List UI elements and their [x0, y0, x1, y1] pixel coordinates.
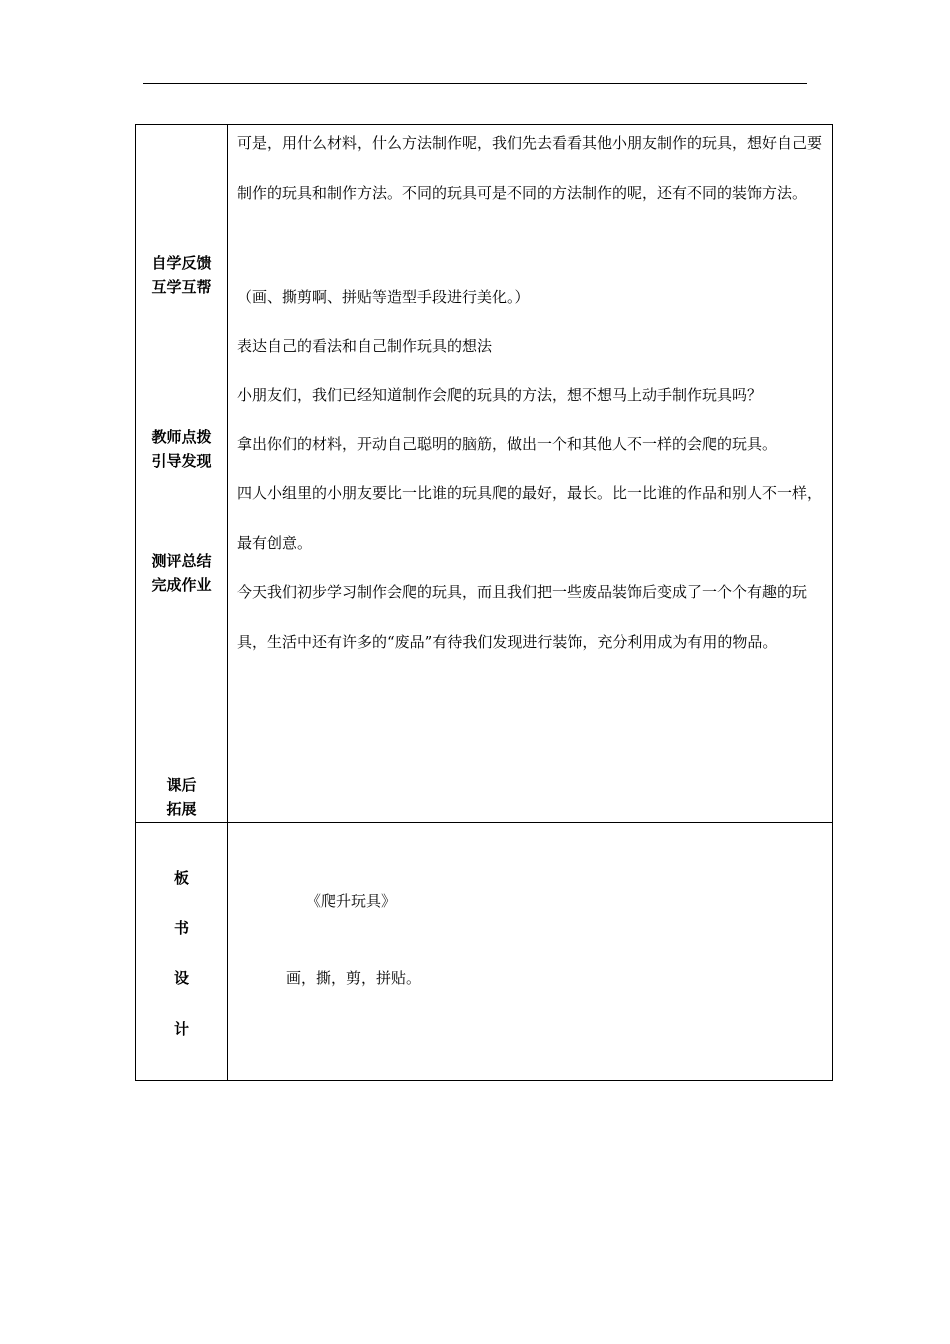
label-extension: [136, 773, 227, 821]
label-line: 引导发现: [151, 452, 212, 470]
label-teacher-guidance: [136, 425, 227, 473]
label-self-study: [136, 251, 227, 299]
label-line: 自学反馈: [151, 254, 212, 272]
content-paragraph: 可是，用什么材料，什么方法制作呢，我们先去看看其他小朋友制作的玩具，想好自己要制作的玩具和制作方法。不同的玩具可是不同的方法制作的呢，还有不同的装饰方法。: [237, 134, 823, 202]
board-items: 画，撕，剪，拼贴。: [286, 969, 422, 987]
label-board-char: 板: [173, 869, 189, 887]
content-paragraph: 表达自己的看法和自己制作玩具的想法: [237, 337, 493, 355]
board-title: 《爬升玩具》: [306, 892, 397, 910]
content-paragraph: （画、撕剪啊、拼贴等造型手段进行美化。）: [237, 288, 530, 306]
table-column-divider: [227, 124, 228, 1081]
content-paragraph: 小朋友们，我们已经知道制作会爬的玩具的方法，想不想马上动手制作玩具吗？: [237, 386, 763, 404]
label-board-char: 计: [173, 1020, 189, 1038]
content-paragraph: 拿出你们的材料，开动自己聪明的脑筋，做出一个和其他人不一样的会爬的玩具。: [237, 435, 778, 453]
header-rule: [143, 83, 807, 84]
label-line: 完成作业: [151, 576, 212, 594]
table-row-divider: [135, 822, 833, 823]
label-assessment: [136, 549, 227, 597]
label-board-char: 书: [173, 919, 189, 937]
label-line: 教师点拨: [151, 428, 212, 446]
label-line: 课后: [166, 776, 197, 794]
content-paragraph: 今天我们初步学习制作会爬的玩具，而且我们把一些废品装饰后变成了一个个有趣的玩具，生活中还有许多的“废品”有待我们发现进行装饰，充分利用成为有用的物品。: [237, 583, 808, 651]
label-board-char: 设: [173, 969, 189, 987]
label-line: 互学互帮: [151, 278, 212, 296]
label-line: 拓展: [166, 800, 197, 818]
content-paragraph: 四人小组里的小朋友要比一比谁的玩具爬的最好，最长。比一比谁的作品和别人不一样，最有创意。: [237, 484, 823, 552]
label-line: 测评总结: [151, 552, 212, 570]
